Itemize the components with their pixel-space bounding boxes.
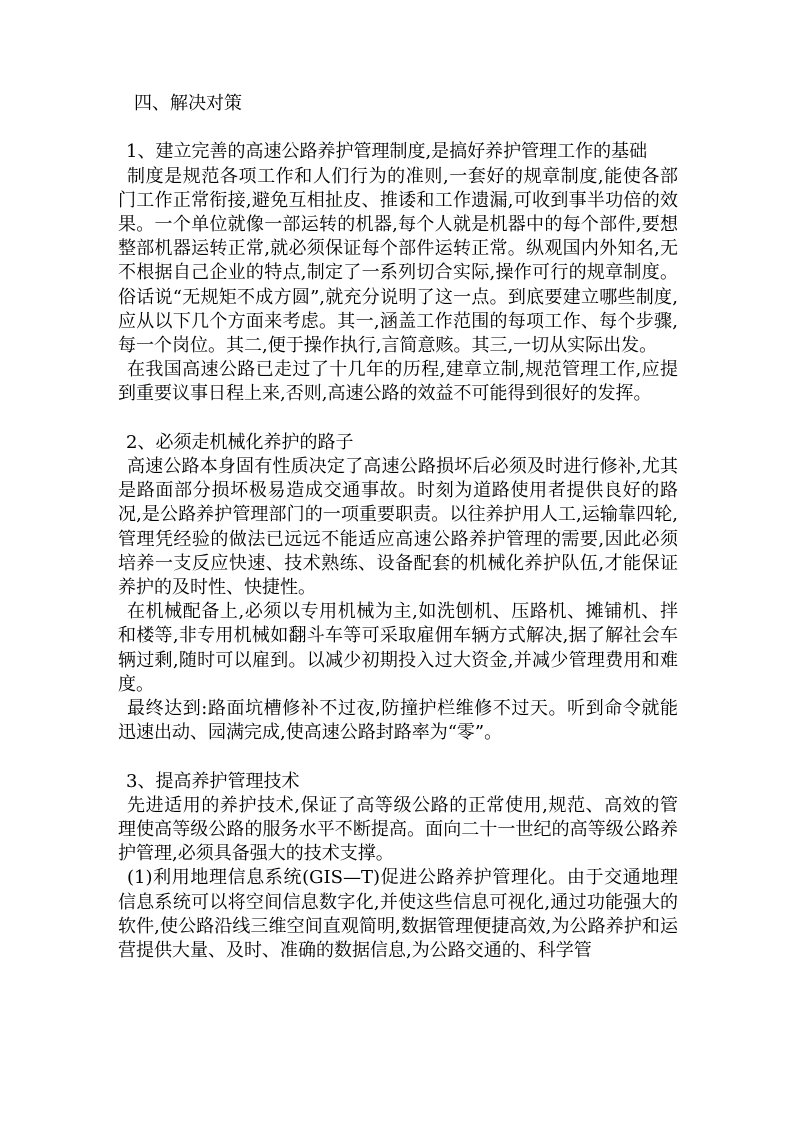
document-body [118, 92, 678, 963]
spacer [118, 745, 678, 769]
section-heading: 四、解决对策 [134, 93, 242, 114]
paragraph: (1)利用地理信息系统(GIS—T)促进公路养护管理化。由于交通地理信息系统可以将空间信息数字化,并使这些信息可视化,通过功能强大的软件,使公路沿线三维空间直观简明,数据管理便捷高效,为公路养护和运营提供大量、及时、准确的数据信息,为公路交通的、科学管 [118, 867, 678, 962]
subsection-title-2: 2、必须走机械化养护的路子 [126, 431, 354, 453]
paragraph: 制度是规范各项工作和人们行为的准则,一套好的规章制度,能使各部门工作正常衔接,避免互相扯皮、推诿和工作遗漏,可收到事半功倍的效果。一个单位就像一部运转的机器,每个人就是机器中的每个部件,要想整部机器运转正常,就必须保证每个部件运转正常。纵观国内外知名,无不根据自己企业的特点,制定了一系列切合实际,操作可行的规章制度。俗话说“无规矩不成方圆”,就充分说明了这一点。到底要建立哪些制度,应从以下几个方面来考虑。其一,涵盖工作范围的每项工作、每个步骤,每一个岗位。其二,便于操作执行,言简意赅。其三,一切从实际出发。 [118, 165, 678, 357]
paragraph: 在机械配备上,必须以专用机械为主,如洗刨机、压路机、摊铺机、拌和楼等,非专用机械如翻斗车等可采取雇佣车辆方式解决,据了解社会车辆过剩,随时可以雇到。以减少初期投入过大资金,并减少管理费用和难度。 [118, 601, 678, 695]
paragraph: 先进适用的养护技术,保证了高等级公路的正常使用,规范、高效的管理使高等级公路的服务水平不断提高。面向二十一世纪的高等级公路养护管理,必须具备强大的技术支撑。 [118, 794, 678, 865]
paragraph: 高速公路本身固有性质决定了高速公路损坏后必须及时进行修补,尤其是路面部分损坏极易造成交通事故。时刻为道路使用者提供良好的路况,是公路养护管理部门的一项重要职责。以往养护用人工,运输靠四轮,管理凭经验的做法已远远不能适应高速公路养护管理的需要,因此必须培养一支反应快速、技术熟练、设备配套的机械化养护队伍,才能保证养护的及时性、快捷性。 [118, 456, 678, 599]
subsection-title-3: 3、提高养护管理技术 [126, 770, 300, 792]
spacer [118, 407, 678, 431]
paragraph: 在我国高速公路已走过了十几年的历程,建章立制,规范管理工作,应提到重要议事日程上来,否则,高速公路的效益不可能得到很好的发挥。 [118, 359, 678, 405]
paragraph: 最终达到:路面坑槽修补不过夜,防撞护栏维修不过天。听到命令就能迅速出动、园满完成,使高速公路封路率为“零”。 [118, 698, 678, 744]
subsection-title-1: 1、建立完善的高速公路养护管理制度,是搞好养护管理工作的基础 [126, 141, 648, 163]
